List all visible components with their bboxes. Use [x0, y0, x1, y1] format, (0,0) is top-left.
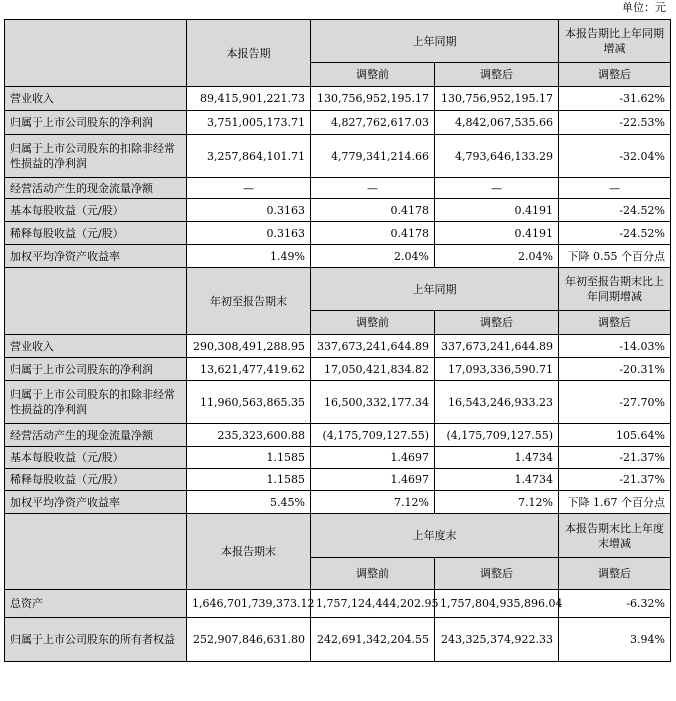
value-change: -24.52%	[559, 222, 671, 245]
header-change: 本报告期末比上年度末增减	[559, 514, 671, 558]
row-label: 归属于上市公司股东的扣除非经常性损益的净利润	[5, 135, 187, 178]
value-after: 2.04%	[435, 245, 559, 268]
value-change: -14.03%	[559, 335, 671, 358]
value-before: 0.4178	[311, 222, 435, 245]
value-after: 1.4734	[435, 469, 559, 491]
row-label: 经营活动产生的现金流量净额	[5, 178, 187, 199]
value-current: 0.3163	[187, 222, 311, 245]
value-after: 1,757,804,935,896.04	[435, 590, 559, 618]
table-row	[5, 491, 671, 514]
value-change: -6.32%	[559, 590, 671, 618]
table-row	[5, 424, 671, 447]
value-after: 1.4734	[435, 447, 559, 469]
value-before: —	[311, 178, 435, 199]
header-before-adjustment: 调整前	[311, 558, 435, 590]
header-after-adjustment: 调整后	[435, 558, 559, 590]
value-change: -21.37%	[559, 447, 671, 469]
value-change: —	[559, 178, 671, 199]
value-current: 1,646,701,739,373.12	[187, 590, 311, 618]
header-current-period: 本报告期	[187, 20, 311, 87]
value-current: 89,415,901,221.73	[187, 87, 311, 111]
value-before: 1.4697	[311, 469, 435, 491]
value-after: 4,793,646,133.29	[435, 135, 559, 178]
financial-data-table	[4, 19, 671, 662]
row-label: 基本每股收益（元/股）	[5, 447, 187, 469]
row-label: 稀释每股收益（元/股）	[5, 222, 187, 245]
table-row	[5, 469, 671, 491]
value-current: 1.1585	[187, 469, 311, 491]
value-current: 290,308,491,288.95	[187, 335, 311, 358]
row-label: 总资产	[5, 590, 187, 618]
row-label: 归属于上市公司股东的净利润	[5, 358, 187, 381]
row-label: 营业收入	[5, 87, 187, 111]
header-change-after-adjustment: 调整后	[559, 558, 671, 590]
header-before-adjustment: 调整前	[311, 63, 435, 87]
table-row	[5, 87, 671, 111]
header-prior-period: 上年度末	[311, 514, 559, 558]
value-before: 17,050,421,834.82	[311, 358, 435, 381]
unit-label: 单位：元	[622, 1, 666, 14]
value-after: —	[435, 178, 559, 199]
table-row	[5, 111, 671, 135]
value-current: 252,907,846,631.80	[187, 618, 311, 662]
value-change: -27.70%	[559, 381, 671, 424]
value-after: 337,673,241,644.89	[435, 335, 559, 358]
row-label: 归属于上市公司股东的净利润	[5, 111, 187, 135]
value-after: 0.4191	[435, 199, 559, 222]
value-after: 4,842,067,535.66	[435, 111, 559, 135]
value-current: 1.49%	[187, 245, 311, 268]
row-label: 归属于上市公司股东的扣除非经常性损益的净利润	[5, 381, 187, 424]
value-before: 16,500,332,177.34	[311, 381, 435, 424]
value-current: 3,257,864,101.71	[187, 135, 311, 178]
table-row	[5, 590, 671, 618]
value-before: 4,779,341,214.66	[311, 135, 435, 178]
value-before: (4,175,709,127.55)	[311, 424, 435, 447]
value-change: 下降 0.55 个百分点	[559, 245, 671, 268]
value-current: 11,960,563,865.35	[187, 381, 311, 424]
header-after-adjustment: 调整后	[435, 63, 559, 87]
row-label: 加权平均净资产收益率	[5, 491, 187, 514]
value-current: 0.3163	[187, 199, 311, 222]
value-change: -32.04%	[559, 135, 671, 178]
table-row	[5, 222, 671, 245]
table-row	[5, 447, 671, 469]
header-blank-cell	[5, 514, 187, 590]
value-before: 4,827,762,617.03	[311, 111, 435, 135]
table-row	[5, 381, 671, 424]
value-before: 337,673,241,644.89	[311, 335, 435, 358]
value-before: 130,756,952,195.17	[311, 87, 435, 111]
value-change: 下降 1.67 个百分点	[559, 491, 671, 514]
value-change: -20.31%	[559, 358, 671, 381]
value-current: 5.45%	[187, 491, 311, 514]
table-row	[5, 245, 671, 268]
row-label: 归属于上市公司股东的所有者权益	[5, 618, 187, 662]
value-change: -22.53%	[559, 111, 671, 135]
value-current: 1.1585	[187, 447, 311, 469]
value-after: 130,756,952,195.17	[435, 87, 559, 111]
value-after: 7.12%	[435, 491, 559, 514]
value-after: 17,093,336,590.71	[435, 358, 559, 381]
header-prior-period: 上年同期	[311, 268, 559, 311]
value-current: —	[187, 178, 311, 199]
header-blank-cell	[5, 268, 187, 335]
value-change: -24.52%	[559, 199, 671, 222]
value-before: 1,757,124,444,202.95	[311, 590, 435, 618]
table-row	[5, 199, 671, 222]
row-label: 稀释每股收益（元/股）	[5, 469, 187, 491]
value-current: 13,621,477,419.62	[187, 358, 311, 381]
value-change: 3.94%	[559, 618, 671, 662]
value-after: 16,543,246,933.23	[435, 381, 559, 424]
header-change-after-adjustment: 调整后	[559, 63, 671, 87]
value-current: 3,751,005,173.71	[187, 111, 311, 135]
table-row	[5, 135, 671, 178]
row-label: 经营活动产生的现金流量净额	[5, 424, 187, 447]
value-before: 242,691,342,204.55	[311, 618, 435, 662]
value-before: 2.04%	[311, 245, 435, 268]
header-after-adjustment: 调整后	[435, 311, 559, 335]
header-before-adjustment: 调整前	[311, 311, 435, 335]
value-after: (4,175,709,127.55)	[435, 424, 559, 447]
header-current-period: 本报告期末	[187, 514, 311, 590]
value-before: 1.4697	[311, 447, 435, 469]
header-change: 本报告期比上年同期增减	[559, 20, 671, 63]
value-change: -31.62%	[559, 87, 671, 111]
table-row	[5, 335, 671, 358]
table-row	[5, 358, 671, 381]
table-row	[5, 618, 671, 662]
header-prior-period: 上年同期	[311, 20, 559, 63]
table-row	[5, 178, 671, 199]
value-after: 243,325,374,922.33	[435, 618, 559, 662]
header-blank-cell	[5, 20, 187, 87]
row-label: 基本每股收益（元/股）	[5, 199, 187, 222]
value-current: 235,323,600.88	[187, 424, 311, 447]
value-change: 105.64%	[559, 424, 671, 447]
value-change: -21.37%	[559, 469, 671, 491]
value-before: 7.12%	[311, 491, 435, 514]
header-change-after-adjustment: 调整后	[559, 311, 671, 335]
value-after: 0.4191	[435, 222, 559, 245]
header-current-period: 年初至报告期末	[187, 268, 311, 335]
value-before: 0.4178	[311, 199, 435, 222]
row-label: 加权平均净资产收益率	[5, 245, 187, 268]
row-label: 营业收入	[5, 335, 187, 358]
header-change: 年初至报告期末比上年同期增减	[559, 268, 671, 311]
